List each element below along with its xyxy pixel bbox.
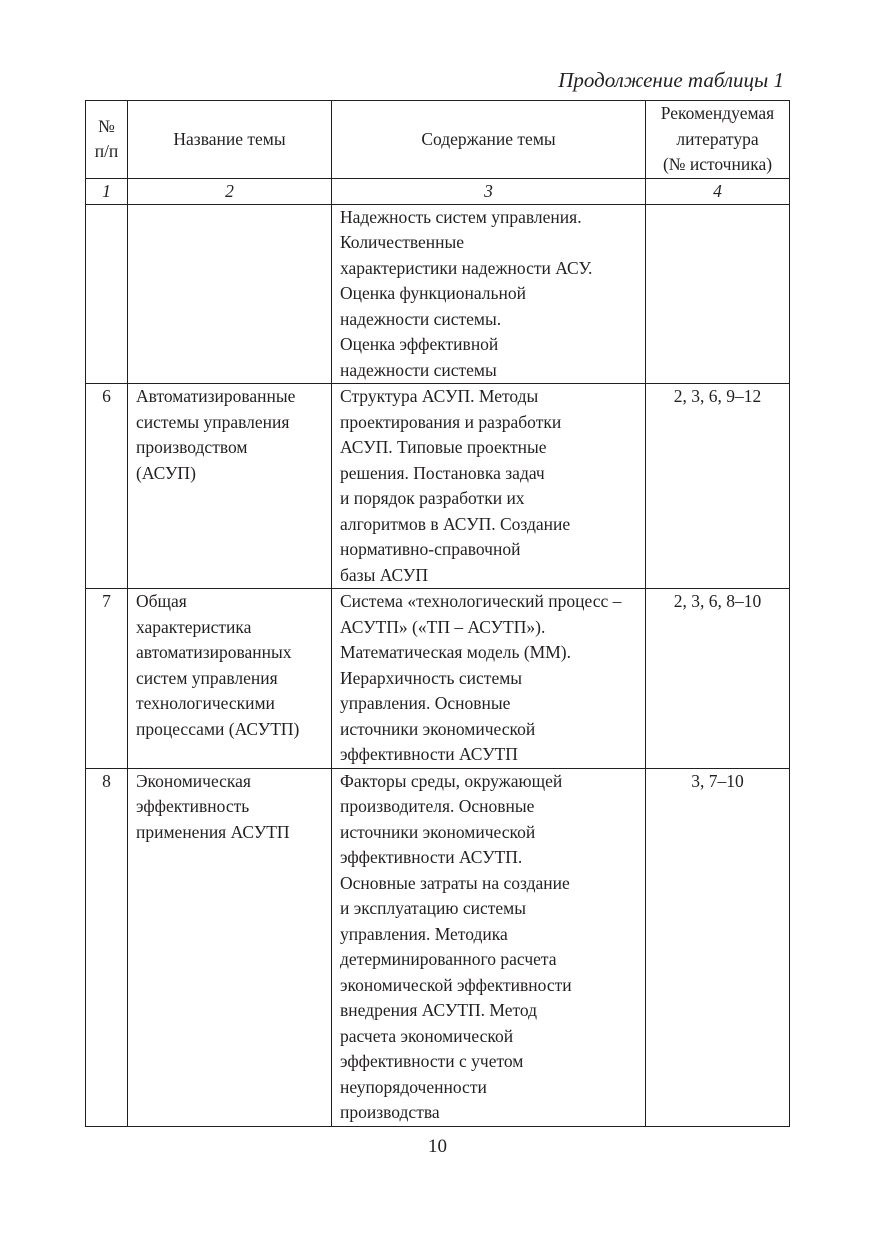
row-number-cell: 8 (86, 768, 128, 1126)
column-number-cell: 2 (128, 178, 332, 204)
table-row (86, 204, 790, 384)
topic-content-line: производства (340, 1102, 440, 1122)
topic-name-line: процессами (АСУТП) (136, 718, 300, 739)
topic-content-cell (332, 589, 646, 769)
topic-content-line: источники экономической (340, 821, 536, 842)
topic-content-line: Факторы среды, окружающей (340, 770, 563, 791)
topic-name-line: систем управления (136, 667, 278, 688)
table-continuation-caption: Продолжение таблицы 1 (558, 68, 784, 92)
topic-content-line: Математическая модель (ММ). (340, 642, 572, 662)
topic-content-line: решения. Постановка задач (340, 462, 545, 483)
literature-cell: 3, 7–10 (646, 768, 790, 1126)
column-number-cell: 4 (646, 178, 790, 204)
table-row (86, 384, 790, 589)
header-cell-literature (646, 101, 790, 179)
topic-content-line: характеристики надежности АСУ. (340, 257, 593, 278)
topic-name-line: производством (136, 437, 248, 457)
topic-content-line: эффективности с учетом (340, 1051, 524, 1071)
topic-content-line: и порядок разработки их (340, 488, 525, 508)
header-cell-number (86, 101, 128, 179)
topic-content-line: производителя. Основные (340, 796, 535, 816)
topic-name-line: применения АСУТП (136, 821, 290, 842)
header-cell-topic-name (128, 101, 332, 179)
topic-name-cell (128, 768, 332, 1126)
row-number-cell (86, 204, 128, 384)
topic-content-line: Система «технологический процесс – (340, 591, 622, 611)
topic-content-line: источники экономической (340, 718, 536, 739)
topic-content-line: расчета экономической (340, 1025, 514, 1046)
topic-content-line: проектирования и разработки (340, 411, 562, 432)
topic-content-line: Количественные (340, 232, 465, 252)
topic-name-line: системы управления (136, 411, 290, 432)
topic-name-line: автоматизированных (136, 642, 292, 662)
topic-content-line: надежности системы (340, 359, 497, 380)
header-line: литература (676, 128, 759, 149)
header-line: Рекомендуемая (660, 103, 775, 123)
topic-content-line: Оценка эффективной (340, 334, 499, 354)
column-number-cell: 3 (332, 178, 646, 204)
topic-content-line: управления. Методика (340, 923, 508, 944)
topic-content-line: детерминированного расчета (340, 949, 557, 969)
topic-name-line: Экономическая (136, 770, 251, 791)
header-line: п/п (94, 141, 119, 162)
topic-name-cell (128, 384, 332, 589)
topic-content-line: и эксплуатацию системы (340, 898, 526, 918)
topic-name-cell (128, 204, 332, 384)
header-line: Название темы (173, 128, 286, 149)
topic-content-cell (332, 384, 646, 589)
header-line: № (98, 115, 115, 136)
topic-content-line: Надежность систем управления. (340, 206, 582, 227)
topic-content-line: Оценка функциональной (340, 283, 526, 303)
topic-content-cell (332, 204, 646, 384)
topic-content-cell (332, 768, 646, 1126)
literature-cell (646, 204, 790, 384)
row-number-cell: 6 (86, 384, 128, 589)
topic-content-line: экономической эффективности (340, 974, 572, 995)
topic-content-line: неупорядоченности (340, 1076, 487, 1097)
topics-table (85, 100, 790, 1127)
topic-name-cell (128, 589, 332, 769)
table-row (86, 589, 790, 769)
column-number-cell: 1 (86, 178, 128, 204)
topic-content-line: Структура АСУП. Методы (340, 386, 539, 406)
topic-content-line: эффективности АСУТП. (340, 847, 523, 867)
topic-content-line: алгоритмов в АСУП. Создание (340, 513, 571, 534)
literature-cell: 2, 3, 6, 8–10 (646, 589, 790, 769)
topic-name-line: Общая (136, 591, 187, 611)
topic-name-line: (АСУП) (136, 462, 196, 483)
topic-name-line: эффективность (136, 796, 250, 816)
row-number-cell: 7 (86, 589, 128, 769)
topic-content-line: управления. Основные (340, 693, 511, 713)
topic-content-line: базы АСУП (340, 564, 428, 585)
page-number: 10 (428, 1136, 447, 1157)
topic-content-line: внедрения АСУТП. Метод (340, 1000, 538, 1020)
table-header-row (86, 101, 790, 179)
header-line: (№ источника) (662, 154, 773, 174)
header-cell-topic-content (332, 101, 646, 179)
literature-cell: 2, 3, 6, 9–12 (646, 384, 790, 589)
topic-content-line: нормативно-справочной (340, 539, 521, 559)
column-number-row (86, 178, 790, 204)
topic-name-line: технологическими (136, 693, 275, 713)
topic-content-line: АСУТП» («ТП – АСУТП»). (340, 616, 546, 637)
table-row (86, 768, 790, 1126)
topic-content-line: АСУП. Типовые проектные (340, 437, 547, 457)
topic-content-line: надежности системы. (340, 308, 502, 329)
topic-content-line: эффективности АСУТП (340, 744, 518, 764)
header-line: Содержание темы (421, 128, 556, 149)
topic-content-line: Основные затраты на создание (340, 872, 570, 893)
topic-name-line: характеристика (136, 616, 252, 637)
topic-content-line: Иерархичность системы (340, 667, 523, 688)
topic-name-line: Автоматизированные (136, 386, 296, 406)
